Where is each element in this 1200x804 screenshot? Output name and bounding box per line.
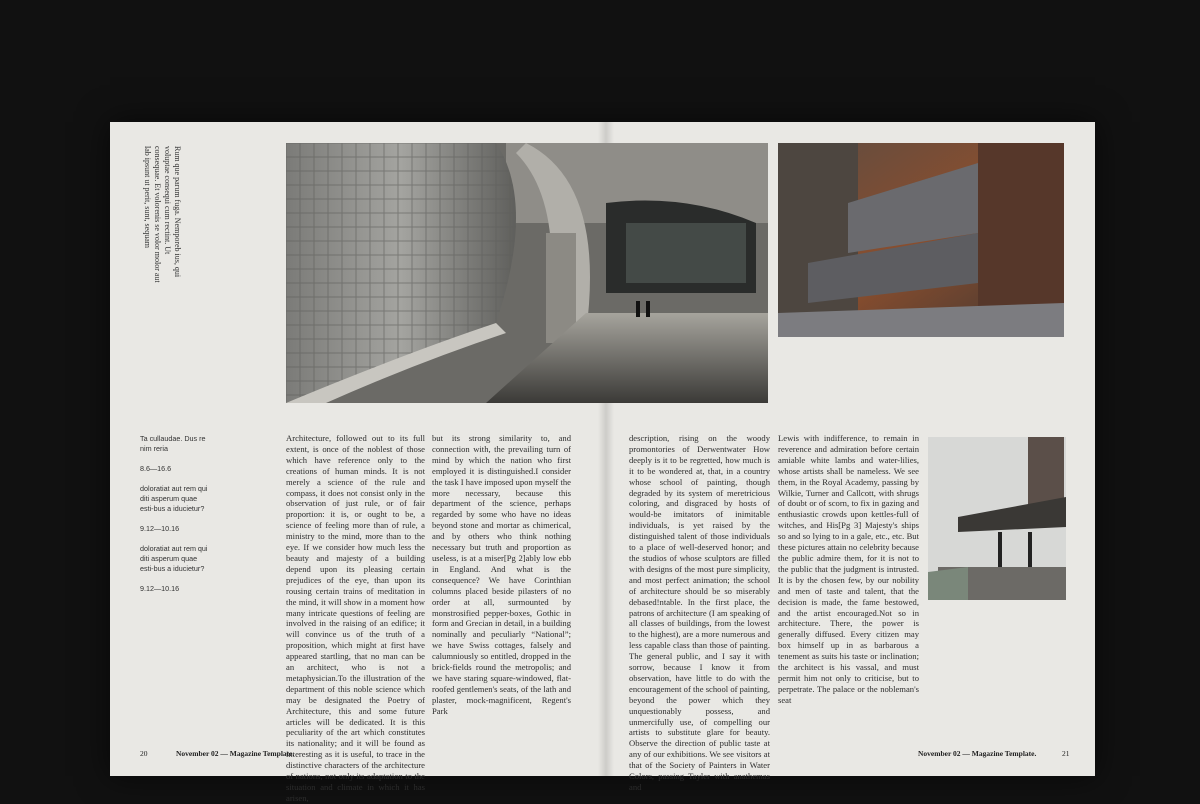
page-footer-left: November 02 — Magazine Template. <box>176 749 295 758</box>
article-column-3: description, rising on the woody promontories of Derwentwater How deeply is it to be regretted, how much is it to be wondered at, that, in a country whose school of painting, though degraded by its system of meretricious coloring, and disgraced by hosts of would-be imitators of inimitable individuals, is yet raised by the distinguished talent of those individuals to a place of well-deserved honor; and the studios of whose sculptors are filled with designs of the most pure simplicity, and most perfect animation; the school of architecture should be so miserably debased!ntable. In the first place, the patrons of architecture (I am speaking of all classes of buildings, from the lowest to the highest), are a more numerous and less capable class than those of painting. The general public, and I say it with sorrow, because I know it from observation, have little to do with the encouragement of the school of painting, beyond the power which they unquestionably possess, and unmercifully use, of compelling our artists to substitute glare for beauty. Observe the direction of public taste at any of our exhibitions. We see visitors at that of the Society of Painters in Water Colors, passing Tayler with anathemas and <box>629 433 770 792</box>
concrete-architecture-illustration <box>286 143 768 403</box>
page-number-right: 21 <box>1062 749 1070 758</box>
rust-steel-sculpture-photo <box>778 143 1064 337</box>
concrete-architecture-photo <box>286 143 768 403</box>
event-date: 8.6—16.6 <box>140 464 172 473</box>
modern-building-photo <box>928 437 1066 600</box>
event-date: 9.12—10.16 <box>140 584 180 593</box>
event-title: Ta cullaudae. Dus re nim reria <box>140 434 206 453</box>
article-column-2: but its strong similarity to, and connection with, the prevailing turn of mind by which the nation who first employed it is distinguished.I consider the task I have imposed upon myself the more necessary, because this department of the science, perhaps regarded by some who have no ideas beyond stone and mortar as chimerical, and by others who think nothing necessary but truth and proportion as useless, is at a miser[Pg 2]ably low ebb in England. And what is the consequence? We have Corinthian columns placed beside pilasters of no order at all, surmounted by monstrosified pepper-boxes, Gothic in form and Grecian in detail, in a building nominally and peculiarly “National”; we have Swiss cottages, falsely and calumniously so entitled, dropped in the brick-fields round the metropolis; and we have staring square-windowed, flat-roofed gentlemen's seats, of the lath and plaster, mock-magnificent, Regent's Park <box>432 433 571 716</box>
event-date: 9.12—10.16 <box>140 524 180 533</box>
vertical-caption: Rum que parum fuga. Nemporeb ius, qui voluptae consequi cum rectint. Ut consequae. Et volorenis se volor molor aut lab ipsunt ut perit, sunt, sequam <box>143 146 182 283</box>
building-illustration <box>928 437 1066 600</box>
event-title: doloratiat aut rem qui diti asperum quae esti-bus a iducietur? <box>140 544 208 573</box>
article-column-1: Architecture, followed out to its full extent, is once of the noblest of those which have reference only to the creations of human minds. It is not merely a science of the rule and compass, it does not consist only in the observation of just rule, or of fair proportion: it is, or ought to be, a science of feeling more than of rule, a ministry to the mind, more than to the eye. If we consider how much less the beauty and majesty of a building depend upon its pleasing certain prejudices of the eye, than upon its rousing certain trains of meditation in the mind, it will show in a moment how many intricate questions of feeling are involved in the raising of an edifice; it will convince us of the truth of a proposition, which might at first have appeared startling, that no man can be an architect, who is not a metaphysician.To the illustration of the department of this noble science which may be designated the Poetry of Architecture, this and some future articles will be dedicated. It is this peculiarity of the art which constitutes its nationality; and it will be found as interesting as it is useful, to trace in the distinctive characters of the architecture of nations, not only its adaptation to the situation and climate in which it has arisen, <box>286 433 425 803</box>
page-footer-right: November 02 — Magazine Template. <box>918 749 1037 758</box>
event-sidebar <box>140 434 210 604</box>
rust-sculpture-illustration <box>778 143 1064 337</box>
article-column-4: Lewis with indifference, to remain in reverence and admiration before certain amiable white lambs and water-lilies, whose artists shall be nameless. We see them, in the Royal Academy, passing by Wilkie, Turner and Callcott, with shrugs of doubt or of scorn, to fix in gazing and enthusiastic crowds upon kettles-full of witches, and His[Pg 3] Majesty's ships so and so lying to in a gale, etc., etc. But these pictures attain no celebrity because the public admire them, for it is not to the public that the judgment is intrusted. It is by the chosen few, by our nobility and men of taste and talent, that the decision is made, the fame bestowed, and the artist encouraged.Not so in architecture. There, the power is generally diffused. Every citizen may box himself up in as barbarous a tenement as suits his taste or inclination; the architect is his vassal, and must permit him not only to criticise, but to perpetrate. The palace or the nobleman's seat <box>778 433 919 705</box>
event-title: doloratiat aut rem qui diti asperum quae esti-bus a iducietur? <box>140 484 208 513</box>
page-number-left: 20 <box>140 749 148 758</box>
magazine-spread <box>110 122 1095 803</box>
